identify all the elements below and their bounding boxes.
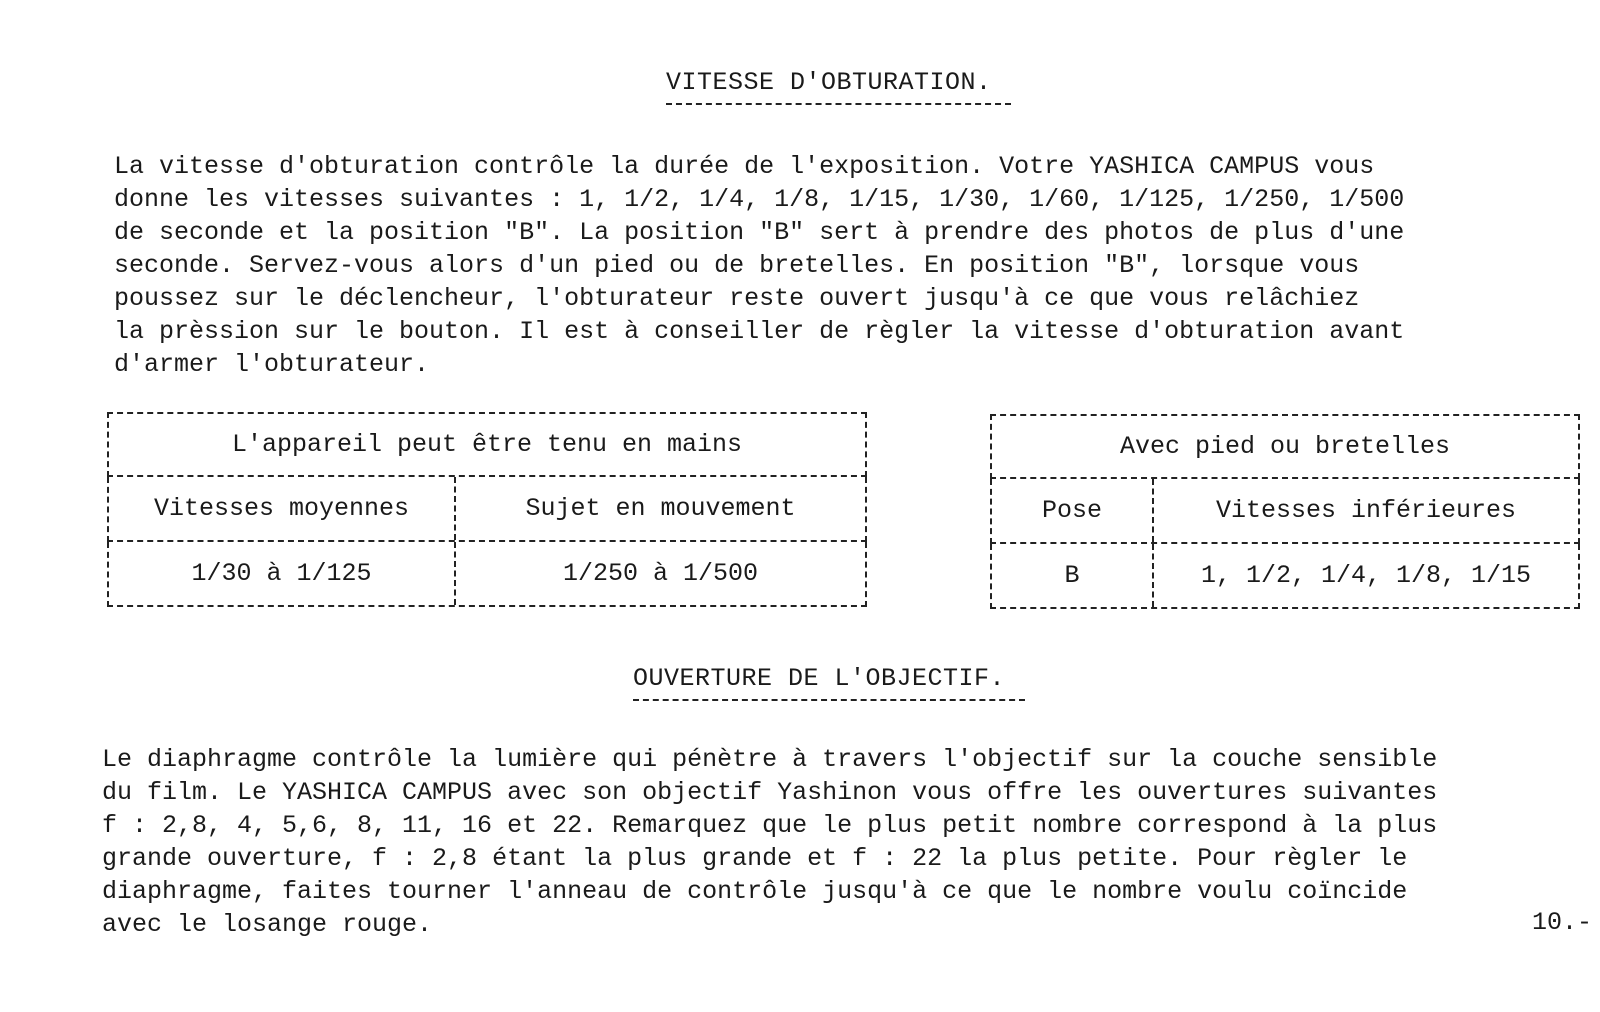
paragraph-line: avec le losange rouge.	[102, 910, 433, 939]
paragraph-line: donne les vitesses suivantes : 1, 1/2, 1/4, 1/8, 1/15, 1/30, 1/60, 1/125, 1/250, 1/500	[114, 185, 1405, 214]
table-header-cell: Vitesses moyennes	[153, 494, 410, 523]
table-title: L'appareil peut être tenu en mains	[231, 430, 743, 459]
tripod-speeds-table	[990, 414, 1580, 609]
table-title-row	[990, 414, 1580, 479]
handheld-speeds-table	[107, 412, 867, 607]
heading-underline	[666, 103, 1011, 105]
table-header-cell: Pose	[1041, 496, 1102, 525]
heading-underline	[633, 699, 1025, 701]
table-cell: B	[1064, 561, 1080, 590]
paragraph-line: poussez sur le déclencheur, l'obturateur reste ouvert jusqu'à ce que vous relâchiez	[114, 284, 1360, 313]
paragraph-line: f : 2,8, 4, 5,6, 8, 11, 16 et 22. Remarquez que le plus petit nombre correspond à la plus	[102, 811, 1438, 840]
table-header-cell: Vitesses inférieures	[1152, 479, 1578, 542]
paragraph-line: diaphragme, faites tourner l'anneau de contrôle jusqu'à ce que le nombre voulu coïncide	[102, 877, 1408, 906]
paragraph-line: d'armer l'obturateur.	[114, 350, 430, 379]
heading-text: OUVERTURE DE L'OBJECTIF.	[633, 664, 1006, 693]
paragraph-line: de seconde et la position "B". La position "B" sert à prendre des photos de plus d'une	[114, 218, 1405, 247]
table-cell: 1, 1/2, 1/4, 1/8, 1/15	[1152, 544, 1578, 607]
shutter-speed-paragraph	[114, 150, 1404, 381]
section-heading-aperture	[633, 664, 1025, 701]
paragraph-line: grande ouverture, f : 2,8 étant la plus grande et f : 22 la plus petite. Pour règler le	[102, 844, 1408, 873]
paragraph-line: Le diaphragme contrôle la lumière qui pénètre à travers l'objectif sur la couche sensible	[102, 745, 1438, 774]
paragraph-line: seconde. Servez-vous alors d'un pied ou de bretelles. En position "B", lorsque vous	[114, 251, 1360, 280]
paragraph-line: du film. Le YASHICA CAMPUS avec son objectif Yashinon vous offre les ouvertures suivantes	[102, 778, 1438, 807]
aperture-paragraph	[102, 743, 1437, 941]
table-cell: 1/250 à 1/500	[454, 542, 865, 605]
table-header-cell: Sujet en mouvement	[454, 477, 865, 540]
heading-text: VITESSE D'OBTURATION.	[666, 68, 992, 97]
table-cell: 1/30 à 1/125	[191, 559, 372, 588]
page-number: 10.-	[1531, 908, 1592, 937]
table-row	[990, 544, 1580, 609]
table-header-row	[107, 477, 867, 542]
paragraph-line: la prèssion sur le bouton. Il est à conseiller de règler la vitesse d'obturation avant	[114, 317, 1405, 346]
section-heading-shutter-speed	[666, 68, 1011, 105]
table-title: Avec pied ou bretelles	[1119, 432, 1451, 461]
paragraph-line: La vitesse d'obturation contrôle la durée de l'exposition. Votre YASHICA CAMPUS vous	[114, 152, 1375, 181]
table-header-row	[990, 479, 1580, 544]
table-row	[107, 542, 867, 607]
table-title-row	[107, 412, 867, 477]
